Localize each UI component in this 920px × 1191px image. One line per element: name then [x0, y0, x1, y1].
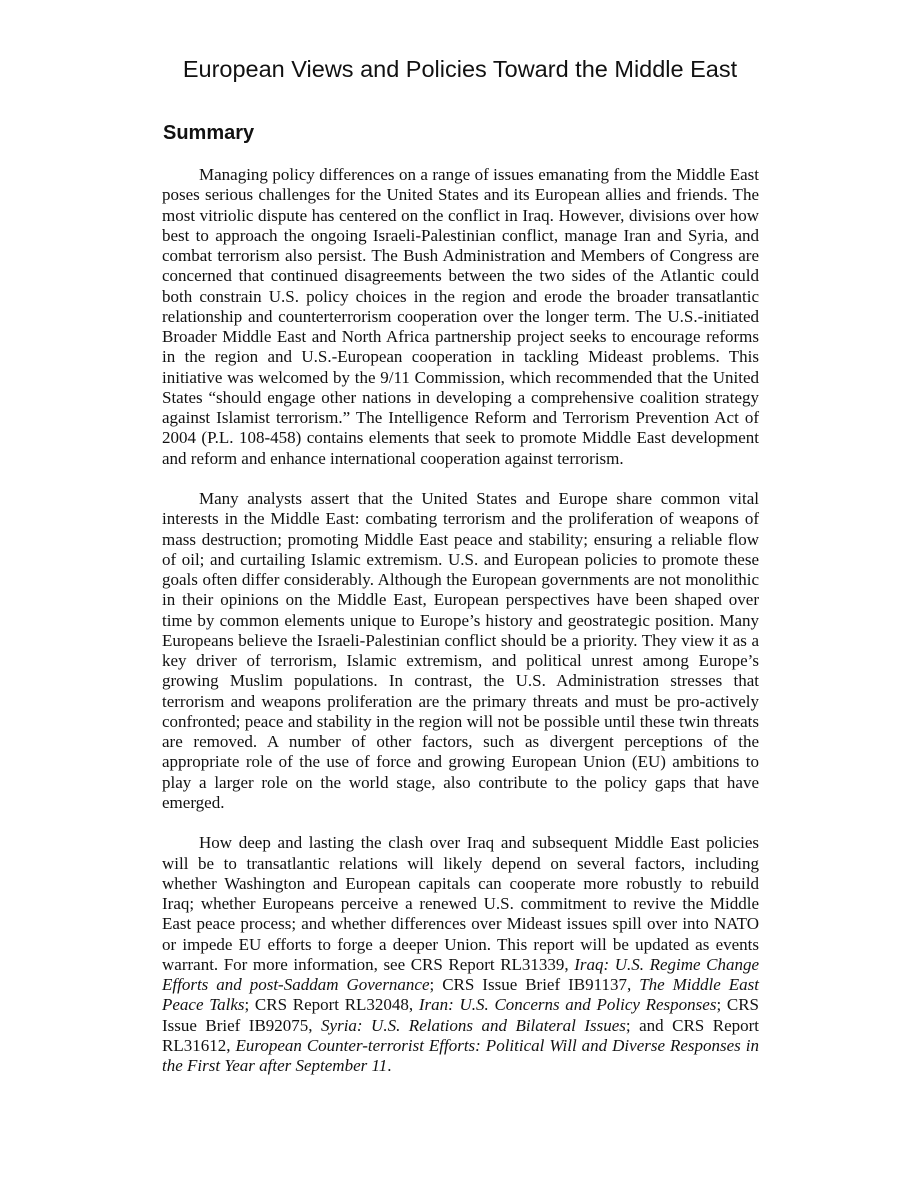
summary-paragraph — [162, 833, 759, 1076]
report-title-text: Iran: U.S. Concerns and Policy Responses — [418, 995, 717, 1015]
summary-paragraph — [162, 165, 759, 469]
paragraph-text: . — [387, 1056, 392, 1075]
report-title-text: Syria: U.S. Relations and Bilateral Issues — [321, 1015, 626, 1035]
paragraph-text: ; CRS Issue Brief IB91137, — [429, 975, 640, 994]
paragraph-text: How deep and lasting the clash over Iraq and subsequent Middle East policies will be to transatlantic relations will likely depend on several factors, including whether Washington and European capitals can cooperate more robustly to rebuild Iraq; whether Europeans perceive a renewed U.S. commitment to revive the Middle East peace process; and whether differences over Mideast issues spill over into NATO or impede EU efforts to forge a deeper Union. This report will be updated as events warrant. For more information, see CRS Report RL31339, — [162, 833, 759, 974]
paragraph-text: Many analysts assert that the United States and Europe share common vital interests in the Middle East: combating terrorism and the proliferation of weapons of mass destruction; promoting Middle East peace and stability; ensuring a reliable flow of oil; and curtailing Islamic extremism. U.S. and European policies to promote these goals often differ considerably. Although the European governments are not monolithic in their opinions on the Middle East, European perspectives have been shaped over time by common elements unique to Europe’s history and geostrategic position. Many Europeans believe the Israeli-Palestinian conflict should be a priority. They view it as a key driver of terrorism, Islamic extremism, and political unrest among Europe’s growing Muslim populations. In contrast, the U.S. Administration stresses that terrorism and weapons proliferation are the primary threats and must be pro-actively confronted; peace and stability in the region will not be possible until these twin threats are removed. A number of other factors, such as divergent perceptions of the appropriate role of the use of force and growing European Union (EU) ambitions to play a larger role on the world stage, also contribute to the policy gaps that have emerged. — [162, 489, 759, 812]
paragraph-text: ; and CRS Report RL31612, — [162, 1015, 760, 1055]
report-title-text: The Middle East Peace Talks — [162, 975, 759, 1015]
summary-paragraph — [162, 489, 759, 813]
report-title-text: Iraq: U.S. Regime Change Efforts and post-Saddam Governance — [162, 954, 759, 994]
paragraph-text: ; CRS Report RL32048, — [244, 995, 419, 1015]
paragraph-text: ; CRS Issue Brief IB92075, — [162, 995, 759, 1035]
section-heading-summary: Summary — [163, 122, 255, 144]
report-title-text: European Counter-terrorist Efforts: Political Will and Diverse Responses in the First Year after September 11 — [162, 1035, 759, 1075]
paragraph-text: Managing policy differences on a range of issues emanating from the Middle East poses serious challenges for the United States and its European allies and friends. The most vitriolic dispute has centered on the conflict in Iraq. However, divisions over how best to approach the ongoing Israeli-Palestinian conflict, manage Iran and Syria, and combat terrorism also persist. The Bush Administration and Members of Congress are concerned that continued disagreements between the two sides of the Atlantic could both constrain U.S. policy choices in the region and erode the broader transatlantic relationship and counterterrorism cooperation over the longer term. The U.S.-initiated Broader Middle East and North Africa partnership project seeks to encourage reforms in the region and U.S.-European cooperation in tackling Mideast problems. This initiative was welcomed by the 9/11 Commission, which recommended that the United States “should engage other nations in developing a comprehensive coalition strategy against Islamist terrorism.” The Intelligence Reform and Terrorism Prevention Act of 2004 (P.L. 108-458) contains elements that seek to promote Middle East development and reform and enhance international cooperation against terrorism. — [162, 165, 759, 468]
document-title: European Views and Policies Toward the Middle East — [182, 56, 738, 82]
summary-body — [162, 165, 759, 1076]
